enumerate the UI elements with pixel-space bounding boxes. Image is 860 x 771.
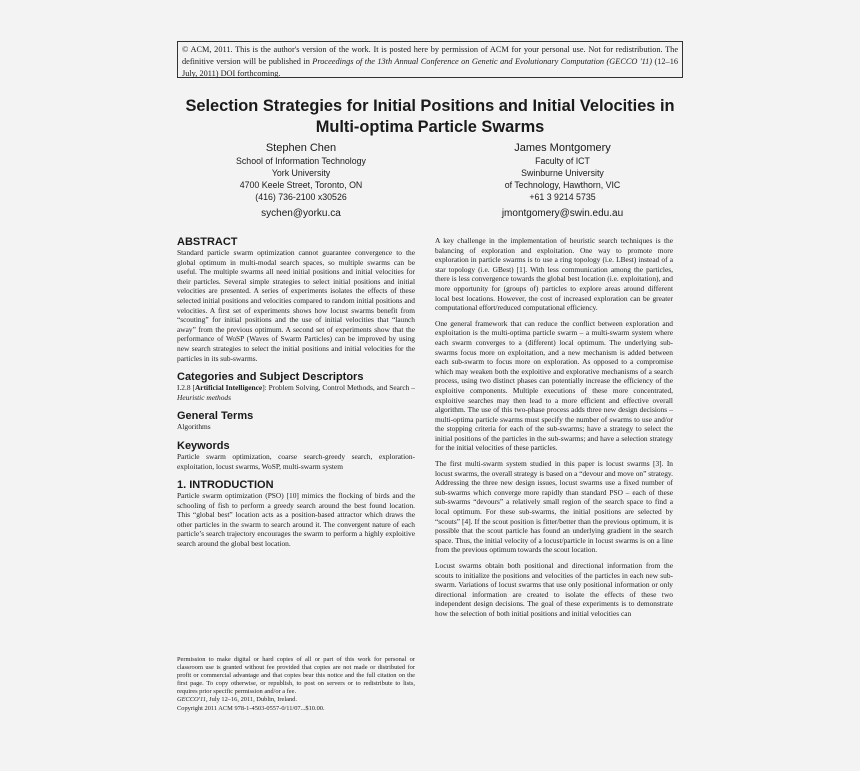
paragraph: A key challenge in the implementation of heuristic search techniques is the balancing of exploration and exploitation. One way to promote more exploration in particle swarms is to use a ring topology (i.e. LBest) instead of a star topology (i.e. GBest) [1]. With less communication among the particles, there is less convergence towards the global best location (i.e. exploitation), and more opportunity for (groups of) particles to explore areas around different local best locations. However, the cost of increased exploration can be greater computational effort/reduced computational efficiency. xyxy=(435,236,673,313)
left-column xyxy=(177,236,415,555)
copyright-tail: (12–16 July, 2011) DOI forthcoming. xyxy=(182,57,678,78)
permission-footnote xyxy=(177,656,415,713)
author-name: Stephen Chen xyxy=(265,142,337,154)
author-name: James Montgomery xyxy=(514,142,611,154)
permission-text: Permission to make digital or hard copies of all or part of this work for personal or classroom use is granted without fee provided that copies are not made or distributed for profit or commercial advantage and that copies bear this notice and the full citation on the first page. To copy otherwise, or republish, to post on servers or to redistribute to lists, requires prior specific permission and/or a fee. xyxy=(177,656,415,696)
general-terms-heading: General Terms xyxy=(177,410,254,423)
paragraph: One general framework that can reduce the conflict between exploration and exploitation is the multi-optima particle swarm – a multi-swarm system where each swarm converges to a (different) local optimum. The underlying sub-swarms focus more on exploitation, and a new mechanism is added between each sub-swarm to focus more on exploration. As opposed to a compromise which may weaken both the exploitive and explorative mechanisms of a search process, using two distinct phases can potentially increase the efficiency of the exploitive components. Multiple executions of these more concentrated, exploitive searches may then lead to a more efficient and effective overall algorithm. The use of this two-phase process adds three new design decisions – multi-optima particle swarms must specify the number of swarms to use and/or the stopping criteria for each of the sub-swarms; have a strategy to select the initial positions of the particles in the sub-swarms; and have a selection strategy for the initial velocities of these particles. xyxy=(435,318,673,453)
category-subject: Heuristic methods xyxy=(177,392,231,402)
copyright-notice xyxy=(177,41,683,78)
paragraph: The first multi-swarm system studied in this paper is locust swarms [3]. In locust swarms, the overall strategy is based on a “devour and move on” strategy. Addressing the three new design issues, locust swarms use a fixed number of sub-swarms which converge more rapidly than standard PSO – each of these sub-swarms “devours” a relatively small region of the search space to find a local optimum. For these sub-swarms, the initial positions are selected by “scouts” [4]. If the scout position is fitter/better than the previous optimum, it is possible that the scout particle has found an underlying gradient in the search space. Thus, the initial velocity of a locust/particle in locust swarms is on a line from the previous optimum towards the scout location. xyxy=(435,459,673,555)
author-institution: Swinburne University xyxy=(521,168,604,178)
introduction-heading: 1. INTRODUCTION xyxy=(177,479,274,492)
category-code: I.2.8 [ xyxy=(177,383,195,393)
categories-text xyxy=(177,383,415,402)
categories-heading: Categories and Subject Descriptors xyxy=(177,371,364,384)
author-email: sychen@yorku.ca xyxy=(261,208,341,219)
conference-line xyxy=(177,696,415,704)
copyright-line: Copyright 2011 ACM 978-1-4503-0557-0/11/07...$10.00. xyxy=(177,704,325,712)
author-affiliation: Faculty of ICT xyxy=(535,156,590,166)
introduction-text: Particle swarm optimization (PSO) [10] mimics the flocking of birds and the schooling of fish to perform a greedy search around the best found location. This “global best” location acts as a position-based attractor which draws the other particles in the swarm to search around it. The convergent nature of each particle’s search trajectory encourages the swarm to perform a highly exploitive search around the global best location. xyxy=(177,491,415,549)
abstract-text: Standard particle swarm optimization cannot guarantee convergence to the global optimum in multi-modal search spaces, so multiple swarms can be useful. The multiple swarms all need initial positions and initial velocities for their particles. Several simple strategies to select initial positions and initial velocities are presented. A series of experiments isolates the effects of these selected initial positions and velocities compared to random initial positions and velocities. A first set of experiments shows how locust swarms benefit from “scouting” for initial positions and the use of initial velocities that “launch away” from the previous optimum. A second set of experiments show that the performance of WoSP (Waves of Swarm Particles) can be improved by using new search strategies to select the initial positions and initial velocities for the particles in its sub-swarms. xyxy=(177,248,415,363)
general-terms-text: Algorithms xyxy=(177,422,211,432)
conference-details: , July 12–16, 2011, Dublin, Ireland. xyxy=(205,696,297,704)
right-column xyxy=(435,236,673,625)
category-name: Artificial Intelligence xyxy=(194,383,263,393)
conference-name: GECCO'11 xyxy=(177,696,206,704)
author-institution: York University xyxy=(271,168,331,178)
abstract-heading: ABSTRACT xyxy=(177,236,238,248)
author-phone: +61 3 9214 5735 xyxy=(529,192,596,202)
copyright-lead: © ACM, 2011. This is the author's version of the work. It is posted here by permission of ACM for your personal use. Not for redistribution. The definitive version will be published in xyxy=(182,45,678,66)
author-phone: (416) 736-2100 x30526 xyxy=(255,192,347,202)
author-address: of Technology, Hawthorn, VIC xyxy=(504,180,621,190)
author-email: jmontgomery@swin.edu.au xyxy=(501,208,624,219)
keywords-text: Particle swarm optimization, coarse search-greedy search, exploration-exploitation, locust swarms, WoSP, multi-swarm system xyxy=(177,451,415,471)
author-block-2 xyxy=(460,142,665,220)
paper-title: Selection Strategies for Initial Positions and Initial Velocities in Multi-optima Particle Swarms xyxy=(185,97,675,136)
author-affiliation: School of Information Technology xyxy=(236,156,366,166)
keywords-heading: Keywords xyxy=(177,439,230,452)
category-text: ]: Problem Solving, Control Methods, and Search – xyxy=(262,383,415,393)
copyright-venue: Proceedings of the 13th Annual Conference on Genetic and Evolutionary Computation (GECCO '11) xyxy=(312,57,653,66)
paragraph: Locust swarms obtain both positional and directional information from the scouts to initialize the positions and velocities of the particles in each new sub-swarm. Variations of locust swarms that use only positional information or only directional information are created to isolate the effects of these two independent design decisions. The goal of these experiments is to demonstrate how the selection of both initial positions and initial velocities can xyxy=(435,561,673,618)
author-block-1 xyxy=(208,142,394,220)
author-address: 4700 Keele Street, Toronto, ON xyxy=(239,180,363,190)
